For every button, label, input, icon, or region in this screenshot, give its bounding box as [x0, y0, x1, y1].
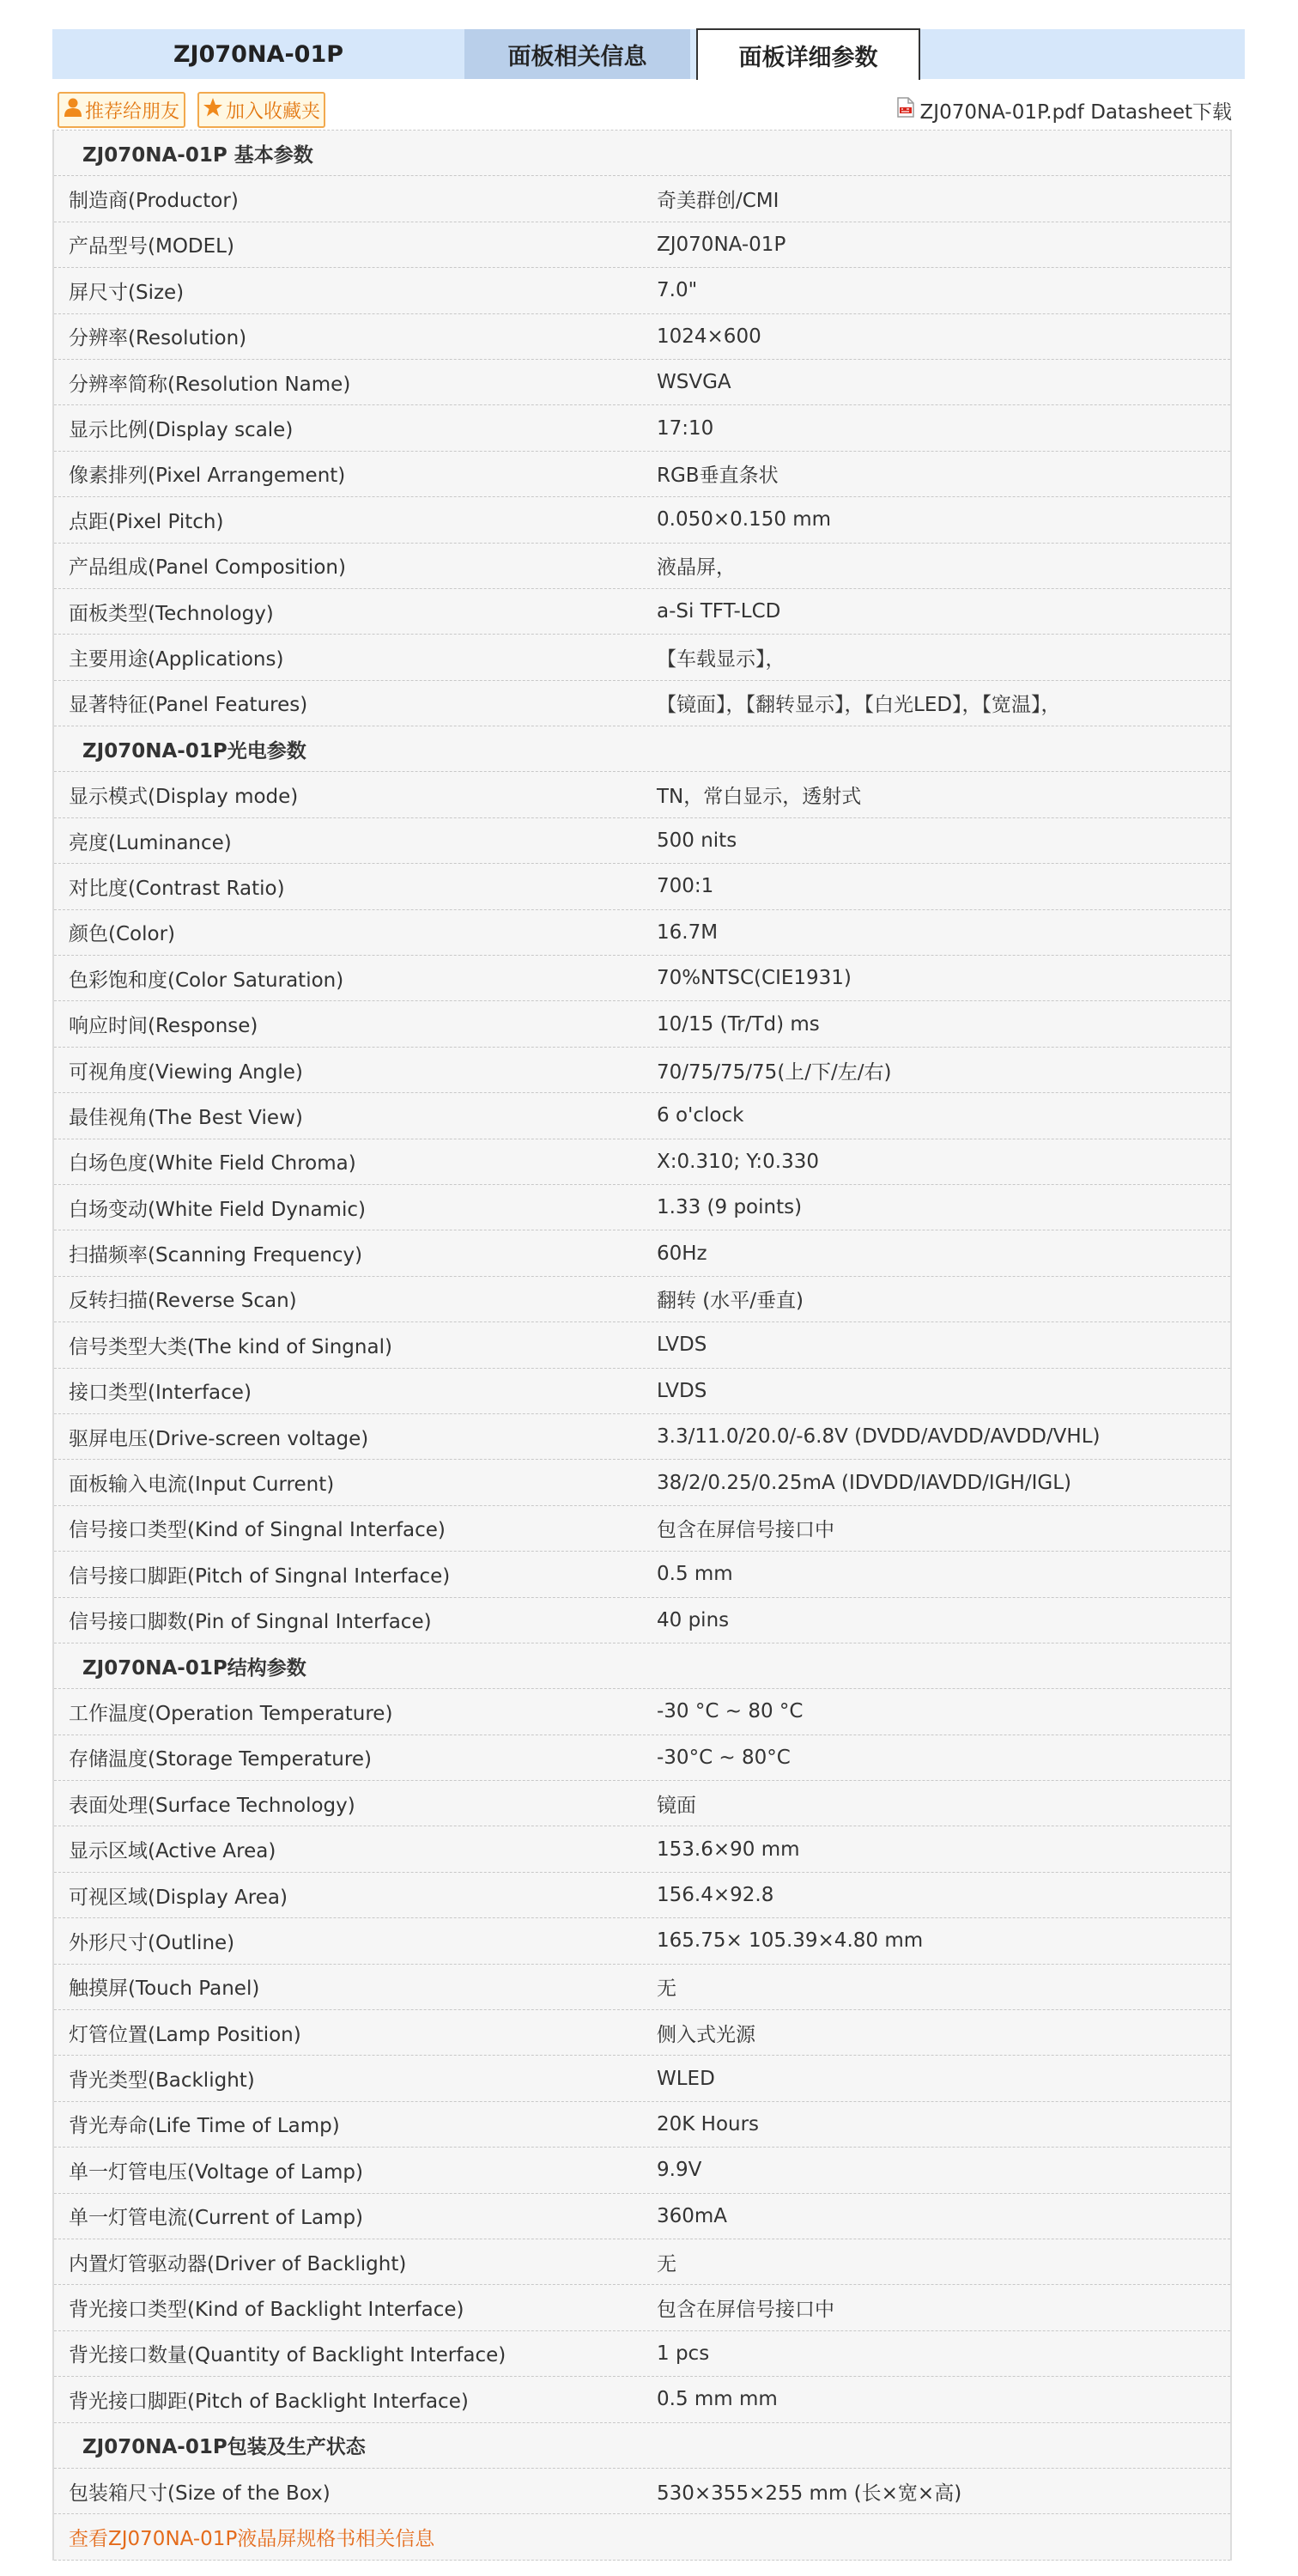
param-row — [54, 1873, 1230, 1918]
param-value: 17:10 — [657, 416, 714, 440]
download-label: ZJ070NA-01P.pdf Datasheet下载 — [919, 100, 1232, 124]
param-label: 包装箱尺寸(Size of the Box) — [69, 2482, 331, 2505]
param-value: LVDS — [657, 1334, 707, 1357]
param-row — [54, 1369, 1230, 1414]
param-value: 翻转 (水平/垂直) — [657, 1290, 804, 1313]
param-row — [54, 2056, 1230, 2101]
tab-panel-related-info[interactable]: 面板相关信息 — [464, 29, 690, 79]
param-label: 显示比例(Display scale) — [69, 419, 294, 442]
param-value: 奇美群创/CMI — [657, 190, 779, 213]
param-row — [54, 1048, 1230, 1093]
param-value: 0.5 mm mm — [657, 2388, 778, 2411]
section-title: ZJ070NA-01P结构参数 — [82, 1656, 306, 1680]
param-value: 60Hz — [657, 1242, 707, 1265]
param-label: 亮度(Luminance) — [69, 831, 232, 854]
param-value: 500 nits — [657, 829, 737, 853]
param-label: 表面处理(Surface Technology) — [69, 1794, 355, 1817]
param-row — [54, 818, 1230, 864]
param-label: 点距(Pixel Pitch) — [69, 510, 224, 533]
param-label: 白场变动(White Field Dynamic) — [69, 1198, 366, 1221]
param-label: 接口类型(Interface) — [69, 1382, 252, 1405]
param-value: 530×355×255 mm (长×宽×高) — [657, 2482, 962, 2505]
param-value: 镜面 — [657, 1794, 696, 1817]
param-value: 70%NTSC(CIE1931) — [657, 967, 852, 990]
tab-panel-detail-params[interactable]: 面板详细参数 — [696, 28, 920, 80]
param-value: 38/2/0.25/0.25mA (IDVDD/IAVDD/IGH/IGL) — [657, 1471, 1071, 1494]
param-value: ZJ070NA-01P — [657, 233, 786, 256]
param-value: 侧入式光源 — [657, 2023, 755, 2046]
param-label: 主要用途(Applications) — [69, 647, 284, 671]
param-value: 10/15 (Tr/Td) ms — [657, 1012, 820, 1036]
param-label: 面板类型(Technology) — [69, 602, 274, 625]
param-label: 触摸屏(Touch Panel) — [69, 1978, 260, 2001]
param-label: 背光接口脚距(Pitch of Backlight Interface) — [69, 2390, 469, 2413]
param-row — [54, 452, 1230, 497]
param-row — [54, 1185, 1230, 1230]
param-row — [54, 589, 1230, 635]
param-row — [54, 1689, 1230, 1735]
section-title: ZJ070NA-01P 基本参数 — [82, 143, 313, 167]
param-label: 驱屏电压(Drive-screen voltage) — [69, 1427, 369, 1450]
param-row — [54, 2194, 1230, 2239]
param-row — [54, 1918, 1230, 1964]
param-value: 153.6×90 mm — [657, 1838, 800, 1861]
params-table — [52, 130, 1232, 2561]
param-row — [54, 314, 1230, 360]
param-row — [54, 1093, 1230, 1139]
param-row — [54, 497, 1230, 543]
param-value: 0.5 mm — [657, 1563, 733, 1586]
tab-model-name[interactable]: ZJ070NA-01P — [173, 40, 344, 68]
star-icon — [203, 97, 223, 123]
param-label: 对比度(Contrast Ratio) — [69, 877, 285, 900]
param-label: 可视区域(Display Area) — [69, 1886, 288, 1909]
param-row — [54, 2010, 1230, 2056]
param-value: 7.0" — [657, 279, 698, 302]
param-row — [54, 910, 1230, 956]
param-label: 屏尺寸(Size) — [69, 281, 185, 304]
param-row — [54, 635, 1230, 680]
param-value: -30 °C ~ 80 °C — [657, 1700, 804, 1723]
param-label: 内置灯管驱动器(Driver of Backlight) — [69, 2252, 407, 2275]
param-value: -30°C ~ 80°C — [657, 1746, 791, 1769]
section-header — [54, 131, 1230, 176]
param-label: 信号接口类型(Kind of Singnal Interface) — [69, 1519, 446, 1542]
param-value: TN，常白显示，透射式 — [657, 786, 862, 809]
param-label: 外形尺寸(Outline) — [69, 1931, 235, 1954]
param-value: 0.050×0.150 mm — [657, 508, 832, 532]
param-label: 背光接口类型(Kind of Backlight Interface) — [69, 2299, 464, 2322]
param-label: 可视角度(Viewing Angle) — [69, 1060, 303, 1084]
param-label: 分辨率简称(Resolution Name) — [69, 373, 351, 396]
section-header — [54, 726, 1230, 772]
param-row — [54, 1414, 1230, 1460]
person-icon — [64, 97, 82, 123]
param-value: 无 — [657, 1978, 676, 2001]
param-value: 16.7M — [657, 920, 719, 944]
spec-sheet-related-info-link[interactable]: 查看ZJ070NA-01P液晶屏规格书相关信息 — [69, 2528, 435, 2550]
param-value: 1024×600 — [657, 325, 761, 348]
param-label: 色彩饱和度(Color Saturation) — [69, 969, 344, 992]
param-value: 包含在屏信号接口中 — [657, 1519, 834, 1542]
pdf-icon — [896, 97, 915, 123]
param-value: 20K Hours — [657, 2112, 760, 2136]
param-value: RGB垂直条状 — [657, 465, 779, 488]
param-value: 156.4×92.8 — [657, 1884, 774, 1907]
section-header — [54, 1643, 1230, 1689]
param-label: 存储温度(Storage Temperature) — [69, 1748, 372, 1771]
param-row — [54, 2331, 1230, 2377]
param-label: 单一灯管电流(Current of Lamp) — [69, 2207, 364, 2230]
param-value: 无 — [657, 2252, 676, 2275]
param-label: 信号接口脚距(Pitch of Singnal Interface) — [69, 1564, 451, 1588]
param-label: 背光类型(Backlight) — [69, 2069, 255, 2093]
param-row — [54, 1781, 1230, 1826]
param-row — [54, 2377, 1230, 2422]
param-label: 信号类型大类(The kind of Singnal) — [69, 1335, 392, 1358]
param-value: LVDS — [657, 1379, 707, 1402]
param-label: 最佳视角(The Best View) — [69, 1106, 303, 1129]
param-row — [54, 2148, 1230, 2193]
param-value: 700:1 — [657, 875, 714, 898]
param-label: 工作温度(Operation Temperature) — [69, 1702, 393, 1725]
param-value: 360mA — [657, 2204, 728, 2227]
recommend-label: 推荐给朋友 — [84, 100, 179, 123]
param-value: a-Si TFT-LCD — [657, 600, 781, 623]
param-value: WSVGA — [657, 371, 731, 394]
param-row — [54, 2102, 1230, 2148]
param-row — [54, 1001, 1230, 1047]
param-row — [54, 176, 1230, 222]
param-row — [54, 1230, 1230, 1276]
section-header — [54, 2423, 1230, 2469]
param-label: 制造商(Productor) — [69, 190, 239, 213]
param-row — [54, 405, 1230, 451]
param-label: 背光寿命(Life Time of Lamp) — [69, 2115, 340, 2138]
param-row — [54, 2469, 1230, 2514]
section-title: ZJ070NA-01P包装及生产状态 — [82, 2436, 366, 2459]
param-label: 白场色度(White Field Chroma) — [69, 1152, 356, 1176]
param-label: 像素排列(Pixel Arrangement) — [69, 465, 346, 488]
param-row — [54, 1322, 1230, 1368]
param-row — [54, 360, 1230, 405]
param-row — [54, 1826, 1230, 1872]
param-label: 反转扫描(Reverse Scan) — [69, 1290, 297, 1313]
param-row — [54, 544, 1230, 589]
param-value: 40 pins — [657, 1608, 730, 1631]
param-label: 单一灯管电压(Voltage of Lamp) — [69, 2160, 363, 2184]
param-value: 包含在屏信号接口中 — [657, 2299, 834, 2322]
param-row — [54, 864, 1230, 909]
param-value: 1 pcs — [657, 2342, 710, 2365]
param-value: 【车载显示】， — [657, 647, 785, 671]
param-row — [54, 1552, 1230, 1597]
param-value: 1.33 (9 points) — [657, 1196, 803, 1219]
param-label: 颜色(Color) — [69, 923, 175, 946]
param-row — [54, 1460, 1230, 1505]
param-row — [54, 268, 1230, 313]
param-value: X:0.310; Y:0.330 — [657, 1150, 819, 1173]
param-value: 9.9V — [657, 2159, 702, 2182]
param-row — [54, 772, 1230, 817]
param-label: 产品型号(MODEL) — [69, 235, 234, 258]
param-label: 显著特征(Panel Features) — [69, 694, 308, 717]
param-label: 信号接口脚数(Pin of Singnal Interface) — [69, 1611, 432, 1634]
param-label: 灯管位置(Lamp Position) — [69, 2023, 301, 2046]
param-value: 165.75× 105.39×4.80 mm — [657, 1929, 924, 1953]
param-row — [54, 1139, 1230, 1185]
param-row — [54, 956, 1230, 1001]
param-label: 产品组成(Panel Composition) — [69, 556, 346, 580]
param-row — [54, 1277, 1230, 1322]
param-value: WLED — [657, 2067, 715, 2090]
section-title: ZJ070NA-01P光电参数 — [82, 739, 306, 762]
param-value: 液晶屏， — [657, 556, 736, 580]
param-row — [54, 2285, 1230, 2330]
param-row — [54, 1598, 1230, 1643]
param-label: 分辨率(Resolution) — [69, 327, 247, 350]
datasheet-download-link[interactable] — [896, 92, 1232, 128]
param-row — [54, 681, 1230, 726]
favorite-label: 加入收藏夹 — [225, 100, 320, 123]
param-row — [54, 1965, 1230, 2010]
param-label: 显示模式(Display mode) — [69, 786, 299, 809]
param-row — [54, 222, 1230, 268]
param-row — [54, 2239, 1230, 2285]
recommend-to-friend-button[interactable] — [58, 92, 185, 128]
param-label: 背光接口数量(Quantity of Backlight Interface) — [69, 2344, 506, 2367]
param-row — [54, 1735, 1230, 1781]
param-value: 3.3/11.0/20.0/-6.8V (DVDD/AVDD/AVDD/VHL) — [657, 1425, 1101, 1449]
param-label: 面板输入电流(Input Current) — [69, 1473, 335, 1497]
param-value: 【镜面】，【翻转显示】，【白光LED】，【宽温】， — [657, 694, 1061, 717]
param-row — [54, 1506, 1230, 1552]
param-value: 70/75/75/75(上/下/左/右) — [657, 1060, 892, 1084]
param-value: 6 o'clock — [657, 1104, 744, 1127]
footer-row — [54, 2514, 1230, 2560]
add-to-favorites-button[interactable] — [197, 92, 325, 128]
param-label: 显示区域(Active Area) — [69, 1840, 276, 1863]
param-label: 响应时间(Response) — [69, 1015, 258, 1038]
tab-bar — [52, 29, 1245, 79]
param-label: 扫描频率(Scanning Frequency) — [69, 1244, 363, 1267]
